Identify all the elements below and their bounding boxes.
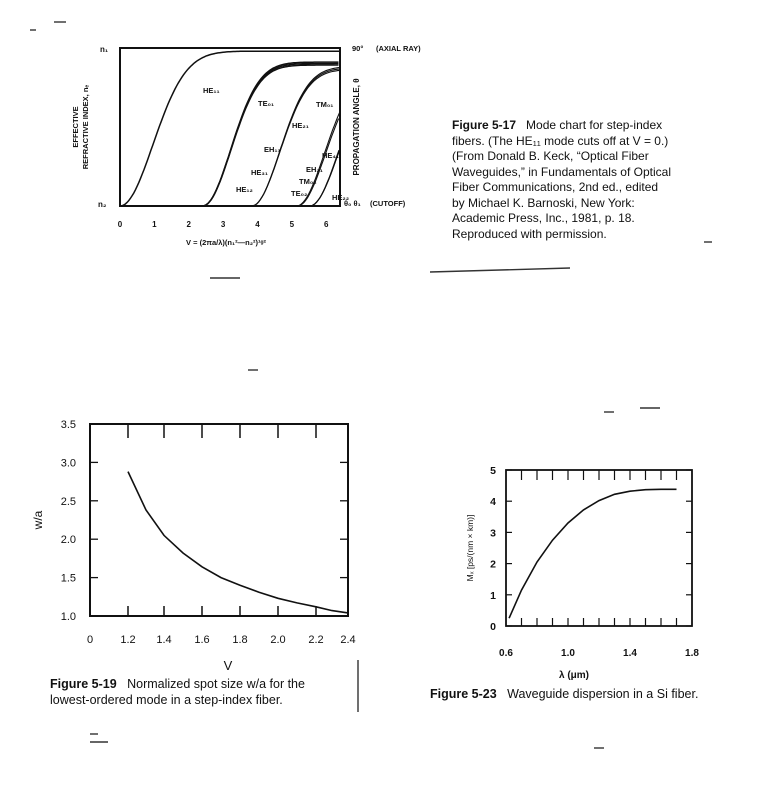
mode-chart-ylabel bbox=[71, 85, 90, 170]
spot-y-tick-label: 2.5 bbox=[60, 495, 76, 508]
mode-chart bbox=[71, 44, 421, 247]
mode-label: TE₀₂ bbox=[291, 189, 308, 198]
caption-line: lowest-ordered mode in a step-index fiber. bbox=[50, 693, 283, 707]
svg-text:w/a: w/a bbox=[31, 510, 45, 530]
dispersion-chart-frame bbox=[506, 470, 692, 626]
mode-chart-right-bottom-note: (CUTOFF) bbox=[370, 199, 406, 208]
dispersion-curve bbox=[509, 489, 676, 618]
caption-line: Normalized spot size w/a for the bbox=[127, 677, 305, 691]
spot-x-tick-label: 1.2 bbox=[120, 634, 136, 646]
mode-label: HE₁₂ bbox=[236, 185, 253, 194]
mode-label: HE₁₁ bbox=[203, 86, 220, 95]
spot-x-tick-label: 2.0 bbox=[270, 634, 286, 646]
caption-line: Waveguide dispersion in a Si fiber. bbox=[507, 687, 699, 701]
spot-size-curve bbox=[128, 472, 348, 613]
disp-x-tick-label: 0.6 bbox=[499, 648, 513, 659]
spot-y-tick-label: 3.5 bbox=[60, 419, 76, 431]
svg-text:PROPAGATION ANGLE, θ: PROPAGATION ANGLE, θ bbox=[352, 78, 361, 176]
svg-text:Mₓ [ps/(nm × km)]: Mₓ [ps/(nm × km)] bbox=[465, 514, 475, 582]
figure-5-23-caption bbox=[430, 686, 750, 702]
figure-5-17-label: Figure 5-17 bbox=[452, 118, 517, 132]
mode-chart-x-tick-label: 0 bbox=[117, 220, 123, 229]
mode-label: TM₀₁ bbox=[316, 100, 334, 109]
figure-5-19-label: Figure 5-19 bbox=[50, 677, 117, 691]
figure-5-19-caption bbox=[50, 676, 370, 708]
disp-y-tick-label: 0 bbox=[490, 621, 496, 633]
spot-x-tick-label: 0 bbox=[86, 634, 94, 646]
spot-size-xlabel: V bbox=[223, 658, 233, 673]
disp-x-tick-label: 1.4 bbox=[623, 648, 637, 659]
mode-chart-x-tick-label: 1 bbox=[152, 220, 157, 229]
mode-label: TM₀₂ bbox=[299, 177, 317, 186]
mode-curve bbox=[203, 64, 339, 207]
disp-y-tick-label: 5 bbox=[490, 465, 496, 477]
caption-line: Reproduced with permission. bbox=[452, 226, 607, 241]
mode-chart-x-tick-label: 3 bbox=[220, 220, 226, 229]
mode-chart-right-bottom-label: θ₀ θ₁ bbox=[344, 199, 361, 208]
mode-chart-xlabel: V = (2πa/λ)(n₁²—n₂²)¹ᵍ² bbox=[186, 238, 266, 247]
figure-5-23-label: Figure 5-23 bbox=[430, 687, 497, 701]
dispersion-xlabel: λ (μm) bbox=[558, 670, 590, 681]
spot-size-ylabel bbox=[31, 510, 45, 530]
spot-size-chart bbox=[31, 419, 356, 673]
mode-curve bbox=[203, 65, 339, 206]
mode-chart-x-tick-label: 2 bbox=[186, 220, 191, 229]
mode-curve bbox=[203, 62, 339, 206]
mode-chart-y-bottom-label: n₂ bbox=[98, 200, 107, 209]
mode-chart-y2label bbox=[352, 78, 361, 175]
mode-chart-x-tick-label: 5 bbox=[289, 220, 295, 229]
disp-x-tick-label: 1.0 bbox=[561, 648, 575, 659]
disp-y-tick-label: 4 bbox=[490, 496, 496, 509]
caption-line: Mode chart for step-index bbox=[526, 118, 663, 132]
mode-label: EH₁₁ bbox=[264, 145, 281, 154]
figure-5-17-caption bbox=[452, 118, 752, 242]
mode-chart-right-top-label: 90° bbox=[352, 44, 364, 53]
mode-label: HE₃₁ bbox=[251, 168, 268, 177]
dispersion-ylabel bbox=[465, 515, 475, 582]
caption-line: by Michael K. Barnoski, New York: bbox=[452, 195, 635, 210]
spot-y-tick-label: 2.0 bbox=[60, 534, 76, 547]
spot-x-tick-label: 2.2 bbox=[308, 634, 324, 646]
spot-x-tick-label: 1.6 bbox=[194, 634, 210, 646]
mode-label: HE₄₁ bbox=[322, 151, 340, 160]
mode-label: HE₂₁ bbox=[292, 121, 309, 130]
spot-y-tick-label: 1.5 bbox=[60, 572, 76, 585]
mode-label: EH₂₁ bbox=[306, 165, 323, 174]
caption-line: Academic Press, Inc., 1981, p. 18. bbox=[452, 211, 635, 225]
mode-label: HE₂₂ bbox=[332, 193, 350, 202]
spot-x-tick-label: 1.8 bbox=[232, 634, 248, 646]
spot-size-chart-frame bbox=[90, 424, 348, 616]
svg-text:REFRACTIVE INDEX, nₑ: REFRACTIVE INDEX, nₑ bbox=[81, 84, 90, 170]
mode-chart-right-top-note: (AXIAL RAY) bbox=[376, 44, 421, 53]
spot-y-tick-label: 1.0 bbox=[60, 611, 76, 623]
mode-chart-x-tick-label: 4 bbox=[255, 220, 260, 229]
caption-line: fibers. (The HE₁₁ mode cuts off at V = 0.) bbox=[452, 133, 669, 148]
spot-y-tick-label: 3.0 bbox=[60, 457, 76, 470]
mode-chart-x-tick-label: 6 bbox=[324, 220, 329, 229]
caption-line: Waveguides,” in Fundamentals of Optical bbox=[452, 164, 671, 179]
disp-x-tick-label: 1.8 bbox=[685, 648, 699, 659]
dispersion-chart bbox=[465, 465, 699, 681]
svg-text:EFFECTIVE: EFFECTIVE bbox=[71, 106, 80, 148]
disp-y-tick-label: 1 bbox=[490, 589, 496, 602]
caption-line: Fiber Communications, 2nd ed., edited bbox=[452, 180, 659, 194]
spot-x-tick-label: 2.4 bbox=[340, 634, 356, 646]
caption-line: (From Donald B. Keck, “Optical Fiber bbox=[452, 149, 649, 163]
spot-x-tick-label: 1.4 bbox=[156, 634, 172, 646]
disp-y-tick-label: 2 bbox=[490, 558, 496, 571]
disp-y-tick-label: 3 bbox=[490, 527, 496, 540]
mode-chart-y-top-label: n₁ bbox=[100, 45, 109, 54]
mode-label: TE₀₁ bbox=[258, 99, 275, 108]
